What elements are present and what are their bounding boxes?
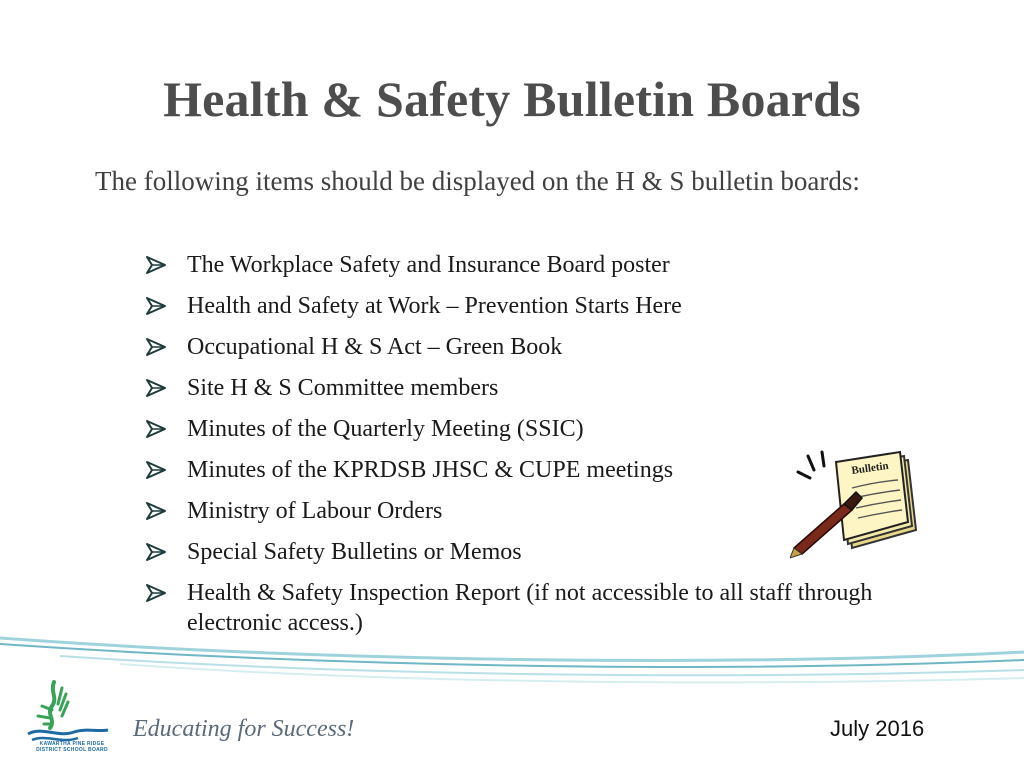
bullet-text: Minutes of the Quarterly Meeting (SSIC) [187, 416, 584, 442]
arrow-bullet-icon [145, 460, 167, 480]
arrow-bullet-icon [145, 296, 167, 316]
bullet-text: Special Safety Bulletins or Memos [187, 539, 522, 565]
bullet-item [145, 250, 945, 280]
arrow-bullet-icon [145, 583, 167, 603]
logo-line-2: DISTRICT SCHOOL BOARD [36, 747, 108, 753]
bullet-item [145, 332, 945, 362]
decorative-swoosh [0, 630, 1024, 690]
logo-text [24, 741, 120, 753]
footer-date: July 2016 [830, 716, 925, 741]
clipart-label: Bulletin [850, 459, 890, 477]
bulletin-notepad-pen-icon [790, 448, 920, 560]
bullet-item [145, 291, 945, 321]
logo-line-1: KAWARTHA PINE RIDGE [39, 741, 105, 747]
tagline: Educating for Success! [133, 716, 355, 742]
bullet-text: Occupational H & S Act – Green Book [187, 334, 563, 360]
arrow-bullet-icon [145, 419, 167, 439]
bullet-text: The Workplace Safety and Insurance Board poster [187, 252, 670, 278]
bullet-text: Health and Safety at Work – Prevention Starts Here [187, 293, 682, 319]
intro-text: The following items should be displayed on the H & S bulletin boards: [95, 166, 860, 196]
bullet-text: Minutes of the KPRDSB JHSC & CUPE meetings [187, 457, 674, 483]
arrow-bullet-icon [145, 337, 167, 357]
slide-title: Health & Safety Bulletin Boards [163, 71, 861, 127]
bullet-text: Ministry of Labour Orders [187, 498, 443, 524]
arrow-bullet-icon [145, 255, 167, 275]
bullet-text: Health & Safety Inspection Report (if not accessible to all staff through electronic access.) [187, 580, 873, 636]
bullet-item [145, 373, 945, 403]
arrow-bullet-icon [145, 378, 167, 398]
arrow-bullet-icon [145, 501, 167, 521]
bullet-item [145, 578, 945, 638]
bullet-item [145, 414, 945, 444]
bullet-text: Site H & S Committee members [187, 375, 499, 401]
arrow-bullet-icon [145, 542, 167, 562]
